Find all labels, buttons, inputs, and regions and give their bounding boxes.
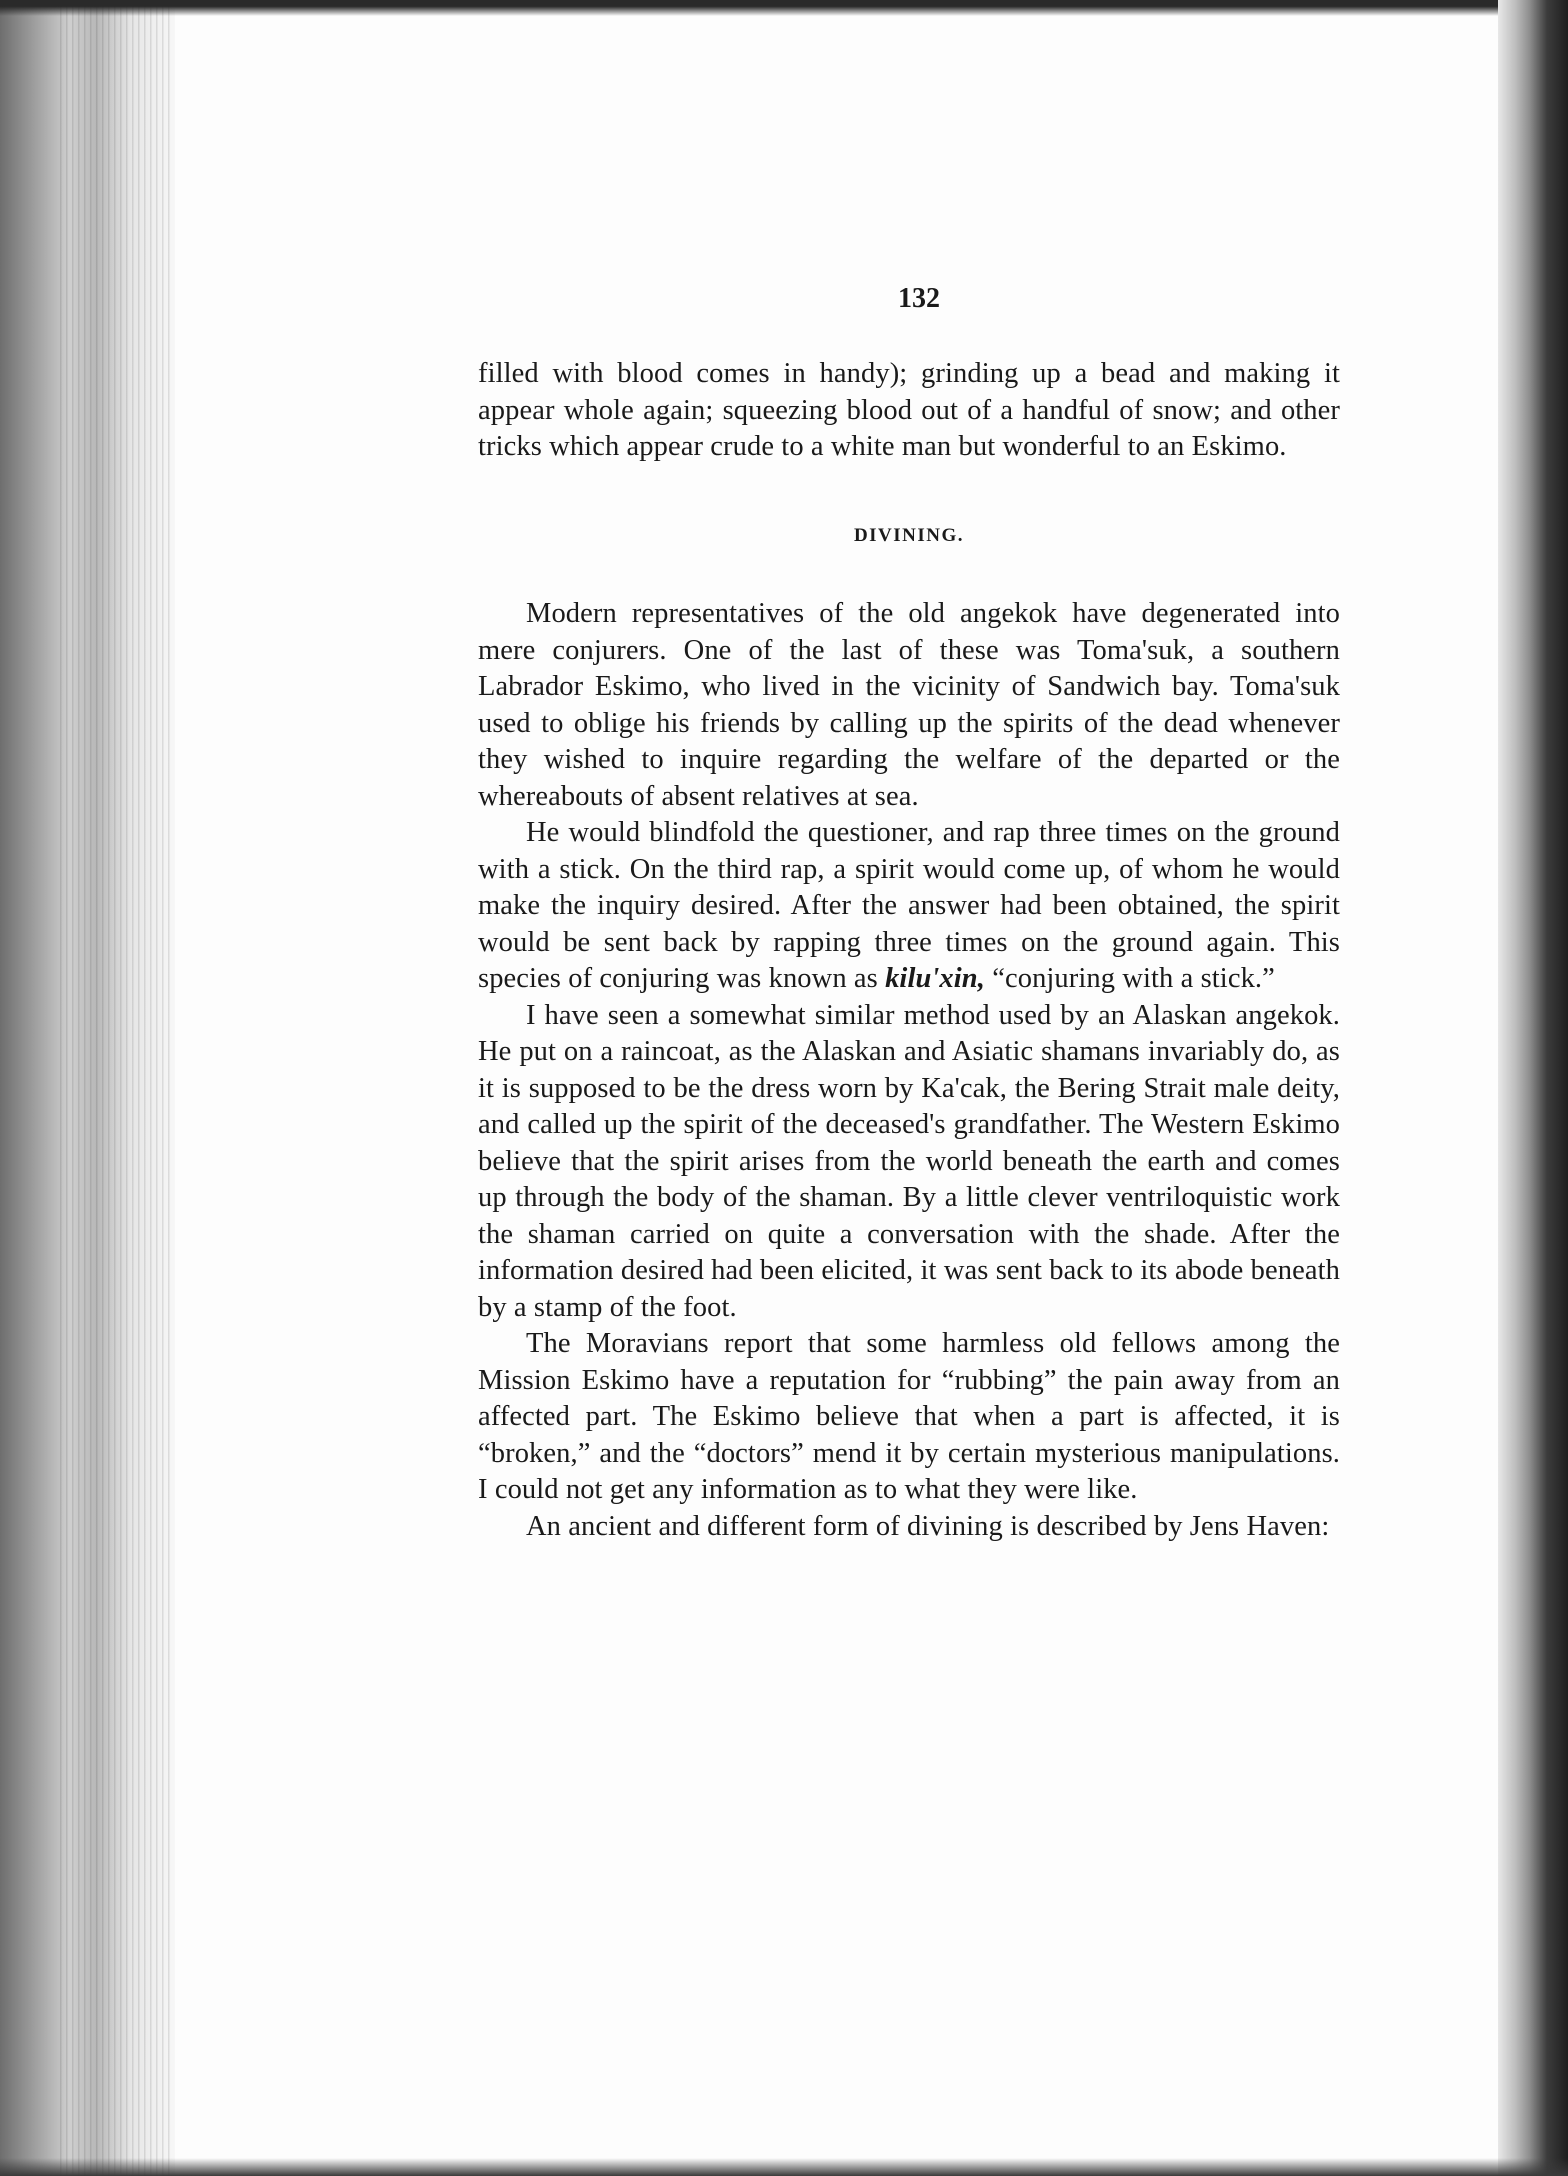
native-term: kilu'xin, <box>885 963 985 994</box>
paragraph-5: An ancient and different form of divining is described by Jens Haven: <box>526 1510 1330 1542</box>
right-page-edge <box>1498 0 1568 2176</box>
section-heading: DIVINING. <box>853 524 965 546</box>
paragraph-2-quote: “conjuring with a stick.” <box>992 963 1275 994</box>
page-number: 132 <box>898 283 940 314</box>
paragraph-1: Modern representatives of the old angekok have degenerated into mere conjurers. One of the last of these was Toma'suk, a southern Labrador Eskimo, who lived in the vicinity of Sandwich bay. Toma'suk used to oblige his friends by calling up the spirits of the dead whenever they wished to inquire regarding the welfare of the departed or the whereabouts of absent relatives at sea. <box>478 598 1340 812</box>
page-body <box>478 280 1340 1545</box>
top-shadow <box>0 0 1568 16</box>
paragraph-4: The Moravians report that some harmless old fellows among the Mission Eskimo have a reputation for “rubbing” the pain away from an affected part. The Eskimo believe that when a part is affected, it is “broken,” and the “doctors” mend it by certain mysterious manipulations. I could not get any information as to what they were like. <box>478 1328 1340 1505</box>
page-edges <box>60 0 170 2176</box>
paragraph-2-text: He would blindfold the questioner, and rap three times on the ground with a stick. On the third rap, a spirit would come up, of whom he would make the inquiry desired. After the answer had been obtained, the spirit would be sent back by rapping three times on the ground again. This species of conjuring was known as <box>478 817 1340 994</box>
paragraph-2 <box>478 815 1340 998</box>
bottom-shadow <box>0 2158 1568 2176</box>
paragraph-3: I have seen a somewhat similar method used by an Alaskan angekok. He put on a raincoat, as the Alaskan and Asiatic shamans invariably do, as it is supposed to be the dress worn by Ka'cak, the Bering Strait male deity, and called up the spirit of the deceased's grandfather. The Western Eskimo believe that the spirit arises from the world beneath the earth and comes up through the body of the shaman. By a little clever ventriloquistic work the shaman carried on quite a conversation with the shade. After the information desired had been elicited, it was sent back to its abode beneath by a stamp of the foot. <box>478 999 1340 1323</box>
continuation-paragraph: filled with blood comes in handy); grinding up a bead and making it appear whole again; squeezing blood out of a handful of snow; and other tricks which appear crude to a white man but wonderful to an Eskimo. <box>478 358 1340 462</box>
